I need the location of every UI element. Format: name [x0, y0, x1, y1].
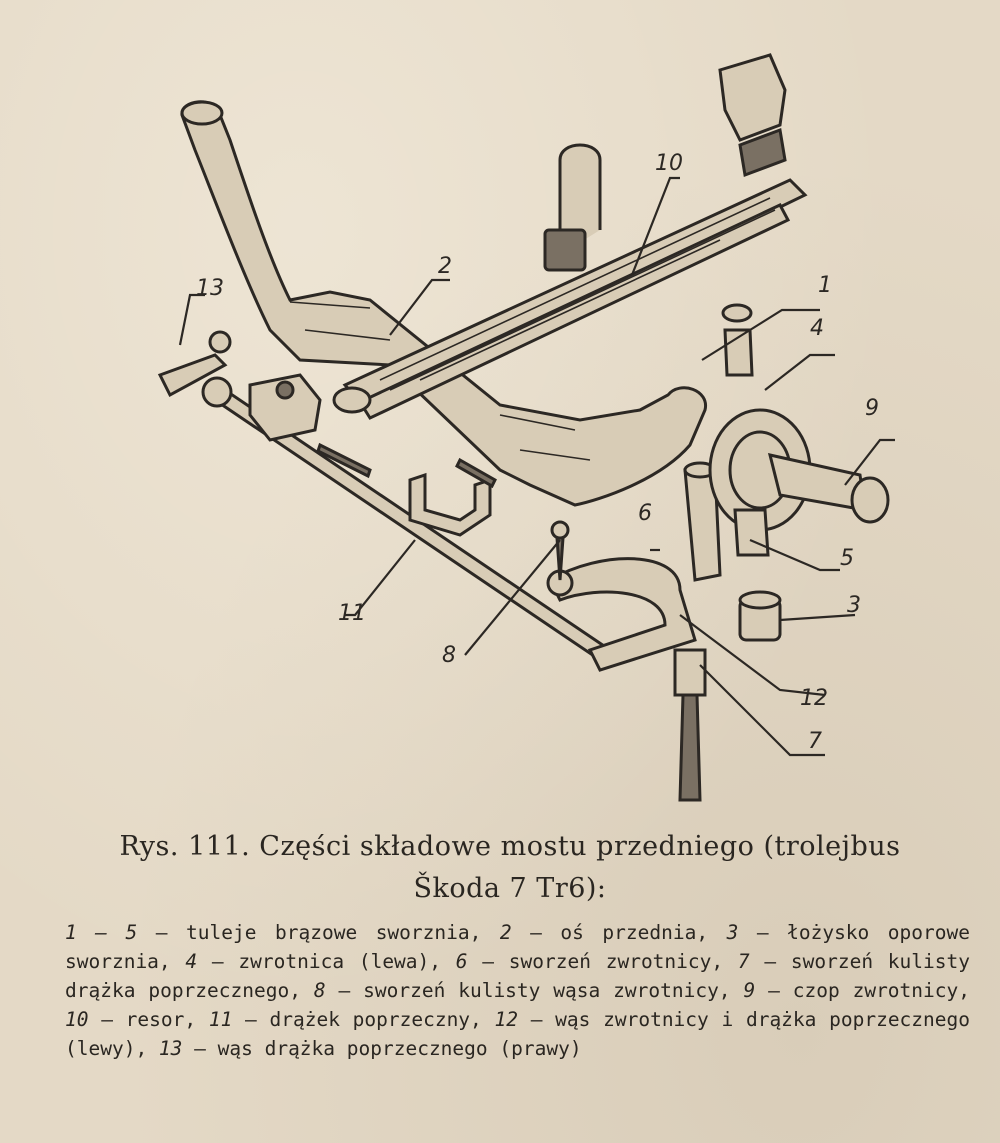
legend-text: — oś przednia,: [511, 921, 727, 944]
u-bolt: [545, 145, 600, 270]
legend-text: — sworzeń zwrotnicy,: [467, 950, 738, 973]
legend-text: — łożysko oporowe sworznia,: [65, 921, 970, 973]
leader-1: [702, 310, 820, 360]
caption-title-line-2: Škoda 7 Tr6):: [413, 873, 607, 904]
legend-text: — drążek poprzeczny,: [232, 1008, 495, 1031]
caption-title-line-1: Rys. 111. Części składowe mostu przedniego (trolejbus: [119, 831, 901, 862]
legend-text: — sworzeń kulisty drążka poprzecznego,: [65, 950, 970, 1002]
callout-12: 12: [800, 686, 828, 711]
callout-9: 9: [865, 396, 879, 421]
callout-10: 10: [655, 151, 683, 176]
figure-legend: [65, 918, 970, 1063]
spring-shackle: [720, 55, 785, 175]
thrust-bearing: [740, 592, 780, 640]
exploded-view-drawing: [120, 30, 920, 830]
pin: [457, 460, 495, 486]
legend-text: — zwrotnica (lewa),: [197, 950, 456, 973]
legend-number: 1 — 5: [65, 921, 138, 944]
legend-number: 8: [313, 979, 326, 1002]
legend-number: 4: [185, 950, 198, 973]
callout-8: 8: [442, 643, 456, 668]
callout-1: 1: [818, 273, 832, 298]
callout-13: 13: [196, 276, 224, 301]
callout-7: 7: [808, 729, 822, 754]
callout-3: 3: [847, 593, 861, 618]
legend-number: 9: [743, 979, 756, 1002]
callout-6: 6: [638, 501, 652, 526]
leader-4: [765, 355, 835, 390]
ball-pin-tie-rod: [675, 650, 705, 800]
bracket: [250, 375, 320, 440]
legend-number: 6: [455, 950, 468, 973]
legend-number: 11: [208, 1008, 233, 1031]
legend-number: 3: [726, 921, 739, 944]
callout-11: 11: [338, 601, 366, 626]
leader-8: [465, 540, 560, 655]
legend-text: — wąs drążka poprzecznego (prawy): [182, 1037, 582, 1060]
figure-caption-title: [50, 826, 970, 910]
legend-number: 2: [499, 921, 512, 944]
steering-arm-left: [548, 559, 695, 670]
callout-5: 5: [840, 546, 854, 571]
legend-text: — sworzeń kulisty wąsa zwrotnicy,: [325, 979, 744, 1002]
legend-number: 12: [494, 1008, 518, 1031]
callout-4: 4: [810, 316, 824, 341]
front-axle-beam: [182, 102, 706, 505]
leader-13: [180, 295, 205, 345]
legend-text: — czop zwrotnicy,: [755, 979, 970, 1002]
legend-text: — wąs zwrotnicy i drążka poprzecznego (lewy),: [65, 1008, 970, 1060]
callout-2: 2: [438, 254, 452, 279]
legend-number: 7: [737, 950, 750, 973]
legend-text: — resor,: [88, 1008, 209, 1031]
legend-text: — tuleje brązowe sworznia,: [137, 921, 500, 944]
legend-number: 10: [65, 1008, 89, 1031]
leader-3: [780, 615, 855, 620]
front-axle-illustration: [120, 30, 920, 830]
legend-number: 13: [158, 1037, 183, 1060]
